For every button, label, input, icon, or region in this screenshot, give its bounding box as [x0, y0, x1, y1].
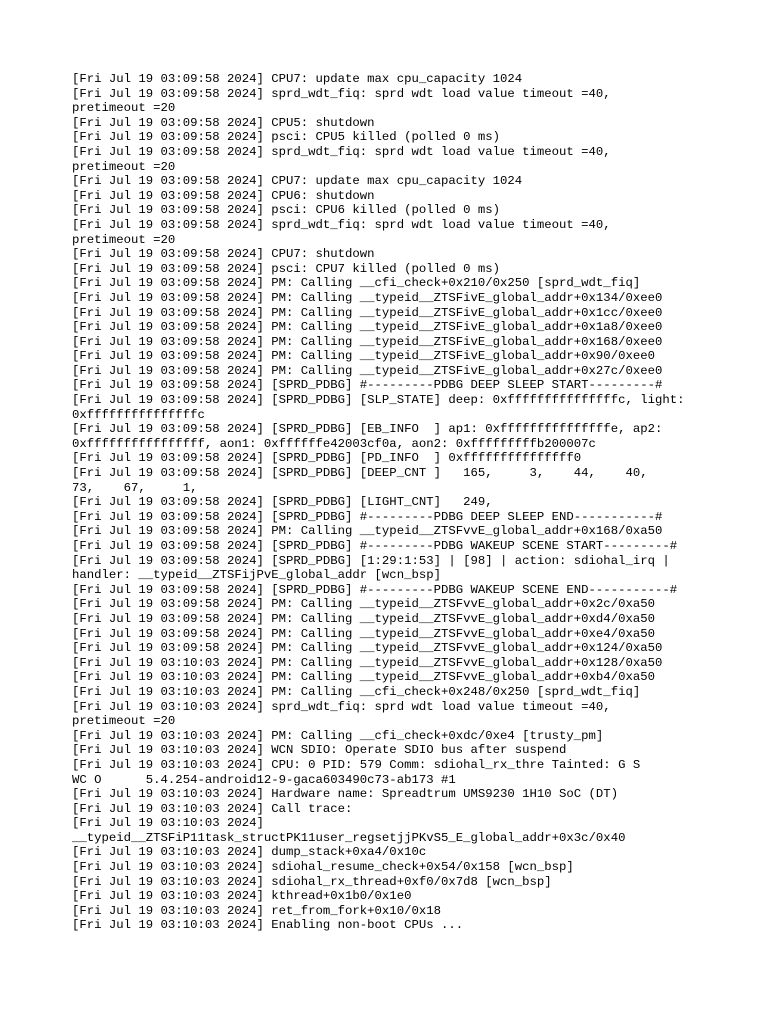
- log-line: [Fri Jul 19 03:10:03 2024] CPU: 0 PID: 579 Comm: sdiohal_rx_thre Tainted: G S: [72, 757, 641, 772]
- log-line: [Fri Jul 19 03:09:58 2024] [SPRD_PDBG] [LIGHT_CNT] 249,: [72, 495, 493, 510]
- log-line: [Fri Jul 19 03:09:58 2024] [SPRD_PDBG] #---------PDBG DEEP SLEEP START---------#: [72, 378, 663, 393]
- log-line: 0xffffffffffffffff, aon1: 0xffffffe42003cf0a, aon2: 0xfffffffffb200007c: [72, 436, 596, 451]
- log-line: [Fri Jul 19 03:10:03 2024] sdiohal_resume_check+0x54/0x158 [wcn_bsp]: [72, 860, 574, 875]
- log-line: __typeid__ZTSFiP11task_structPK11user_regsetjjPKvS5_E_global_addr+0x3c/0x40: [72, 830, 626, 845]
- log-line: [Fri Jul 19 03:10:03 2024] sdiohal_rx_thread+0xf0/0x7d8 [wcn_bsp]: [72, 874, 552, 889]
- log-line: 73, 67, 1,: [72, 480, 198, 495]
- log-line: [Fri Jul 19 03:09:58 2024] PM: Calling __typeid__ZTSFivE_global_addr+0x1cc/0xee0: [72, 305, 663, 320]
- log-line: [Fri Jul 19 03:09:58 2024] PM: Calling __typeid__ZTSFvvE_global_addr+0x168/0xa50: [72, 524, 663, 539]
- log-line: [Fri Jul 19 03:09:58 2024] PM: Calling __typeid__ZTSFivE_global_addr+0x90/0xee0: [72, 349, 655, 364]
- log-line: [Fri Jul 19 03:09:58 2024] [SPRD_PDBG] [EB_INFO ] ap1: 0xfffffffffffffffe, ap2:: [72, 422, 663, 437]
- log-line: [Fri Jul 19 03:10:03 2024] dump_stack+0xa4/0x10c: [72, 845, 427, 860]
- log-line: 0xfffffffffffffffc: [72, 407, 205, 422]
- log-line: [Fri Jul 19 03:09:58 2024] PM: Calling __typeid__ZTSFivE_global_addr+0x134/0xee0: [72, 290, 663, 305]
- log-line: [Fri Jul 19 03:09:58 2024] [SPRD_PDBG] #---------PDBG WAKEUP SCENE START---------#: [72, 539, 678, 553]
- log-line: [Fri Jul 19 03:10:03 2024] PM: Calling __cfi_check+0xdc/0xe4 [trusty_pm]: [72, 728, 604, 743]
- log-line: [Fri Jul 19 03:09:58 2024] PM: Calling __cfi_check+0x210/0x250 [sprd_wdt_fiq]: [72, 276, 641, 291]
- log-line: [Fri Jul 19 03:09:58 2024] sprd_wdt_fiq: sprd wdt load value timeout =40,: [72, 217, 611, 232]
- log-line: [Fri Jul 19 03:09:58 2024] [SPRD_PDBG] #---------PDBG DEEP SLEEP END-----------#: [72, 509, 663, 524]
- log-line: pretimeout =20: [72, 714, 176, 729]
- log-line: [Fri Jul 19 03:10:03 2024] PM: Calling __typeid__ZTSFvvE_global_addr+0xb4/0xa50: [72, 670, 655, 685]
- log-line: [Fri Jul 19 03:10:03 2024]: [72, 816, 264, 831]
- log-line: [Fri Jul 19 03:09:58 2024] PM: Calling __typeid__ZTSFivE_global_addr+0x1a8/0xee0: [72, 320, 663, 335]
- log-line: [Fri Jul 19 03:09:58 2024] sprd_wdt_fiq: sprd wdt load value timeout =40,: [72, 86, 611, 101]
- log-line: [Fri Jul 19 03:09:58 2024] [SPRD_PDBG] [SLP_STATE] deep: 0xfffffffffffffffc, light:: [72, 393, 685, 408]
- log-line: handler: __typeid__ZTSFijPvE_global_addr [wcn_bsp]: [72, 568, 441, 583]
- log-line: [Fri Jul 19 03:09:58 2024] [SPRD_PDBG] [PD_INFO ] 0xfffffffffffffff0: [72, 451, 582, 466]
- log-line: [Fri Jul 19 03:09:58 2024] PM: Calling __typeid__ZTSFivE_global_addr+0x168/0xee0: [72, 334, 663, 349]
- log-line: [Fri Jul 19 03:09:58 2024] PM: Calling __typeid__ZTSFivE_global_addr+0x27c/0xee0: [72, 363, 663, 378]
- log-line: [Fri Jul 19 03:10:03 2024] Call trace:: [72, 801, 353, 816]
- log-line: [Fri Jul 19 03:09:58 2024] psci: CPU5 killed (polled 0 ms): [72, 130, 501, 145]
- log-line: pretimeout =20: [72, 232, 176, 247]
- log-line: [Fri Jul 19 03:10:03 2024] PM: Calling __typeid__ZTSFvvE_global_addr+0x128/0xa50: [72, 655, 663, 670]
- log-line: [Fri Jul 19 03:09:58 2024] psci: CPU7 killed (polled 0 ms): [72, 261, 501, 276]
- log-line: [Fri Jul 19 03:09:58 2024] CPU5: shutdown: [72, 115, 375, 130]
- log-line: [Fri Jul 19 03:09:58 2024] PM: Calling __typeid__ZTSFvvE_global_addr+0x2c/0xa50: [72, 597, 655, 612]
- log-line: [Fri Jul 19 03:10:03 2024] Enabling non-boot CPUs ...: [72, 918, 464, 933]
- log-line: [Fri Jul 19 03:09:58 2024] sprd_wdt_fiq: sprd wdt load value timeout =40,: [72, 144, 611, 159]
- kernel-log-text: [72, 72, 712, 933]
- log-line: [Fri Jul 19 03:10:03 2024] sprd_wdt_fiq: sprd wdt load value timeout =40,: [72, 699, 611, 714]
- log-line: pretimeout =20: [72, 159, 176, 174]
- log-line: [Fri Jul 19 03:10:03 2024] WCN SDIO: Operate SDIO bus after suspend: [72, 743, 567, 758]
- log-line: WC O 5.4.254-android12-9-gaca603490c73-ab173 #1: [72, 772, 456, 787]
- log-line: [Fri Jul 19 03:09:58 2024] PM: Calling __typeid__ZTSFvvE_global_addr+0xd4/0xa50: [72, 611, 655, 626]
- log-line: [Fri Jul 19 03:09:58 2024] [SPRD_PDBG] [DEEP_CNT ] 165, 3, 44, 40,: [72, 466, 648, 481]
- log-line: [Fri Jul 19 03:10:03 2024] PM: Calling __cfi_check+0x248/0x250 [sprd_wdt_fiq]: [72, 684, 641, 699]
- log-line: [Fri Jul 19 03:09:58 2024] psci: CPU6 killed (polled 0 ms): [72, 203, 501, 218]
- log-line: [Fri Jul 19 03:09:58 2024] CPU7: update max cpu_capacity 1024: [72, 174, 523, 189]
- log-line: [Fri Jul 19 03:09:58 2024] PM: Calling __typeid__ZTSFvvE_global_addr+0x124/0xa50: [72, 641, 663, 656]
- log-line: [Fri Jul 19 03:09:58 2024] PM: Calling __typeid__ZTSFvvE_global_addr+0xe4/0xa50: [72, 626, 655, 641]
- log-line: [Fri Jul 19 03:09:58 2024] [SPRD_PDBG] #---------PDBG WAKEUP SCENE END-----------#: [72, 582, 678, 597]
- log-line: [Fri Jul 19 03:10:03 2024] Hardware name: Spreadtrum UMS9230 1H10 SoC (DT): [72, 787, 619, 802]
- log-line: [Fri Jul 19 03:10:03 2024] kthread+0x1b0/0x1e0: [72, 889, 412, 904]
- log-line: [Fri Jul 19 03:09:58 2024] CPU7: shutdown: [72, 247, 375, 262]
- log-line: [Fri Jul 19 03:09:58 2024] CPU7: update max cpu_capacity 1024: [72, 72, 523, 86]
- log-line: [Fri Jul 19 03:09:58 2024] CPU6: shutdown: [72, 188, 375, 203]
- log-line: [Fri Jul 19 03:09:58 2024] [SPRD_PDBG] [1:29:1:53] | [98] | action: sdiohal_irq |: [72, 553, 670, 568]
- log-line: [Fri Jul 19 03:10:03 2024] ret_from_fork+0x10/0x18: [72, 903, 441, 918]
- log-line: pretimeout =20: [72, 101, 176, 116]
